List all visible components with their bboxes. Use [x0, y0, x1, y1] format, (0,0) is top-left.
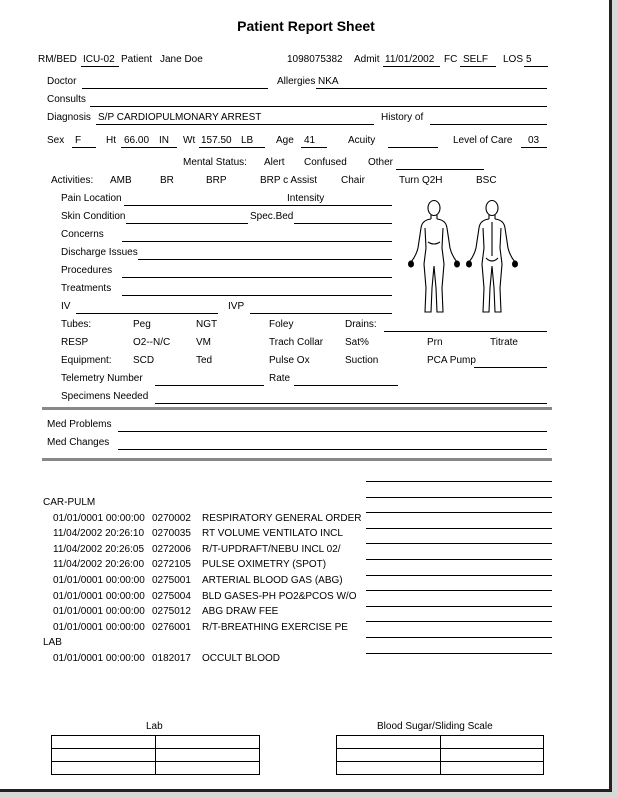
- order-note-line[interactable]: [366, 606, 552, 607]
- wt-unit: LB: [241, 135, 254, 146]
- order-note-line[interactable]: [366, 528, 552, 529]
- ivp-field[interactable]: [250, 313, 392, 314]
- age-label: Age: [276, 135, 294, 146]
- equip-scd[interactable]: SCD: [133, 355, 155, 366]
- order-note-line[interactable]: [366, 590, 552, 591]
- ht-line: [121, 147, 177, 148]
- equip-pca[interactable]: PCA Pump: [427, 355, 476, 366]
- order-code: 0275004: [152, 590, 191, 602]
- ht-value: 66.00: [124, 135, 150, 146]
- order-note-line[interactable]: [366, 653, 552, 654]
- lab-cell[interactable]: [52, 749, 156, 762]
- rmbed-line: [81, 66, 119, 67]
- drains-label: Drains:: [345, 319, 377, 330]
- order-note-line[interactable]: [366, 637, 552, 638]
- skin-condition-field[interactable]: [126, 223, 248, 224]
- discharge-label: Discharge Issues: [61, 247, 138, 258]
- activity-brp[interactable]: BRP: [206, 175, 227, 186]
- tube-ngt[interactable]: NGT: [196, 319, 218, 330]
- blood-sugar-cell[interactable]: [440, 736, 544, 749]
- resp-titrate[interactable]: Titrate: [490, 337, 518, 348]
- resp-label: RESP: [61, 337, 89, 348]
- blood-sugar-table: [336, 735, 544, 775]
- resp-sat[interactable]: Sat%: [345, 337, 369, 348]
- history-label: History of: [381, 112, 424, 123]
- admit-value: 11/01/2002: [385, 54, 435, 65]
- concerns-label: Concerns: [61, 229, 104, 240]
- pain-location-field[interactable]: [124, 205, 392, 206]
- rate-field[interactable]: [294, 385, 398, 386]
- order-description: R/T-UPDRAFT/NEBU INCL 02/: [202, 543, 341, 555]
- order-datetime: 01/01/0001 00:00:00: [53, 575, 145, 586]
- order-description: ABG DRAW FEE: [202, 606, 279, 618]
- order-code: 0275001: [152, 575, 191, 586]
- spec-bed-field[interactable]: [294, 223, 392, 224]
- ivp-label: IVP: [228, 301, 245, 312]
- resp-vm[interactable]: VM: [196, 337, 211, 348]
- order-code: 0270002: [152, 512, 191, 524]
- lab-cell[interactable]: [52, 736, 156, 749]
- equip-ted[interactable]: Ted: [196, 355, 213, 366]
- order-description: R/T-BREATHING EXERCISE PE: [202, 621, 348, 633]
- blood-sugar-cell[interactable]: [337, 736, 441, 749]
- discharge-field[interactable]: [138, 259, 392, 260]
- order-description: BLD GASES-PH PO2&PCOS W/O: [202, 590, 357, 602]
- order-datetime: 01/01/0001 00:00:00: [53, 621, 145, 633]
- sex-value: F: [75, 135, 82, 146]
- loc-line: [521, 147, 547, 148]
- order-code: 0270035: [152, 528, 191, 540]
- order-datetime: 01/01/0001 00:00:00: [53, 590, 145, 602]
- order-code: 0272105: [152, 559, 191, 571]
- order-note-line[interactable]: [366, 512, 552, 513]
- order-datetime: 01/01/0001 00:00:00: [53, 653, 145, 664]
- treatments-field[interactable]: [122, 295, 392, 296]
- telemetry-label: Telemetry Number: [61, 373, 143, 384]
- admit-label: Admit: [354, 54, 380, 65]
- loc-value: 03: [528, 135, 540, 146]
- order-description: RT VOLUME VENTILATO INCL: [202, 528, 343, 540]
- resp-trach[interactable]: Trach Collar: [269, 337, 324, 348]
- sex-line: [72, 147, 96, 148]
- specimens-label: Specimens Needed: [61, 391, 149, 402]
- allergies-line: [316, 88, 547, 89]
- history-field[interactable]: [430, 124, 547, 125]
- drains-field[interactable]: [384, 331, 547, 332]
- patient-id: 1098075382: [287, 54, 343, 65]
- section-divider: [42, 458, 552, 461]
- med-problems-field[interactable]: [118, 431, 547, 432]
- lab-table: [51, 735, 260, 775]
- telemetry-field[interactable]: [155, 385, 264, 386]
- lab-cell[interactable]: [156, 762, 260, 775]
- age-line: [301, 147, 327, 148]
- age-value: 41: [304, 135, 316, 146]
- mental-alert[interactable]: Alert: [264, 157, 285, 168]
- procedures-label: Procedures: [61, 265, 113, 276]
- med-problems-label: Med Problems: [47, 419, 112, 430]
- equipment-label: Equipment:: [61, 355, 112, 366]
- diagnosis-value: S/P CARDIOPULMONARY ARREST: [98, 112, 262, 123]
- ht-label: Ht: [106, 135, 116, 146]
- patient-label: Patient: [121, 54, 153, 65]
- order-description: PULSE OXIMETRY (SPOT): [202, 559, 327, 571]
- order-note-line[interactable]: [366, 621, 552, 622]
- concerns-field[interactable]: [122, 241, 392, 242]
- activity-br[interactable]: BR: [160, 175, 174, 186]
- sex-label: Sex: [47, 135, 65, 146]
- order-description: OCCULT BLOOD: [202, 653, 280, 664]
- los-value: 5: [526, 54, 532, 65]
- iv-label: IV: [61, 301, 71, 312]
- equip-pulse-ox[interactable]: Pulse Ox: [269, 355, 310, 366]
- lab-cell[interactable]: [156, 749, 260, 762]
- diagnosis-label: Diagnosis: [47, 112, 91, 123]
- lab-cell[interactable]: [52, 762, 156, 775]
- fc-label: FC: [444, 54, 458, 65]
- rate-label: Rate: [269, 373, 291, 384]
- skin-condition-label: Skin Condition: [61, 211, 126, 222]
- rmbed-value: ICU-02: [83, 54, 115, 65]
- activities-label: Activities:: [51, 175, 94, 186]
- order-note-line[interactable]: [366, 559, 552, 560]
- med-changes-field[interactable]: [118, 449, 547, 450]
- resp-o2[interactable]: O2--N/C: [133, 337, 171, 348]
- procedures-field[interactable]: [122, 277, 392, 278]
- admit-line: [383, 66, 440, 67]
- activity-amb[interactable]: AMB: [110, 175, 132, 186]
- activity-brp-assist[interactable]: BRP c Assist: [260, 175, 318, 186]
- mental-other[interactable]: Other: [368, 157, 394, 168]
- wt-label: Wt: [183, 135, 196, 146]
- consults-label: Consults: [47, 94, 86, 105]
- los-label: LOS: [503, 54, 524, 65]
- lab-table-title: Lab: [146, 721, 163, 732]
- order-code: 0182017: [152, 653, 191, 664]
- doctor-label: Doctor: [47, 76, 77, 87]
- order-code: 0272006: [152, 543, 191, 555]
- order-code: 0275012: [152, 606, 191, 618]
- med-changes-label: Med Changes: [47, 437, 110, 448]
- order-datetime: 11/04/2002 20:26:10: [53, 528, 145, 540]
- iv-field[interactable]: [76, 313, 218, 314]
- order-note-line[interactable]: [366, 497, 552, 498]
- spec-bed-label: Spec.Bed: [250, 211, 294, 222]
- ht-unit: IN: [159, 135, 169, 146]
- section-divider: [42, 407, 552, 410]
- activity-chair[interactable]: Chair: [341, 175, 365, 186]
- wt-value: 157.50: [201, 135, 232, 146]
- order-description: ARTERIAL BLOOD GAS (ABG): [202, 575, 343, 586]
- order-description: RESPIRATORY GENERAL ORDER: [202, 512, 362, 524]
- order-note-line[interactable]: [366, 575, 552, 576]
- wt-line: [199, 147, 265, 148]
- mental-confused[interactable]: Confused: [304, 157, 347, 168]
- acuity-field[interactable]: [388, 147, 438, 148]
- order-group-heading: CAR-PULM: [43, 497, 96, 508]
- los-line: [524, 66, 548, 67]
- order-datetime: 11/04/2002 20:26:00: [53, 559, 145, 571]
- blood-sugar-table-title: Blood Sugar/Sliding Scale: [377, 721, 493, 732]
- diagnosis-line: [96, 124, 374, 125]
- mental-status-label: Mental Status:: [183, 157, 247, 168]
- mental-other-field[interactable]: [396, 169, 484, 170]
- specimens-field[interactable]: [155, 403, 547, 404]
- tube-foley[interactable]: Foley: [269, 319, 294, 330]
- patient-value: Jane Doe: [160, 54, 203, 65]
- fc-value: SELF: [463, 54, 489, 65]
- fc-line: [460, 66, 496, 67]
- order-datetime: 01/01/0001 00:00:00: [53, 606, 145, 618]
- activity-turn[interactable]: Turn Q2H: [399, 175, 443, 186]
- blood-sugar-cell[interactable]: [440, 762, 544, 775]
- order-datetime: 01/01/0001 00:00:00: [53, 512, 145, 524]
- tube-peg[interactable]: Peg: [133, 319, 151, 330]
- pca-field[interactable]: [474, 367, 547, 368]
- allergies-label: Allergies: [277, 76, 316, 87]
- activity-bsc[interactable]: BSC: [476, 175, 497, 186]
- intensity-label: Intensity: [287, 193, 325, 204]
- treatments-label: Treatments: [61, 283, 112, 294]
- order-datetime: 11/04/2002 20:26:05: [53, 543, 145, 555]
- rmbed-label: RM/BED: [38, 54, 77, 65]
- order-code: 0276001: [152, 621, 191, 633]
- blood-sugar-cell[interactable]: [440, 749, 544, 762]
- doctor-field[interactable]: [82, 88, 268, 89]
- lab-cell[interactable]: [156, 736, 260, 749]
- tubes-label: Tubes:: [61, 319, 92, 330]
- allergies-value: NKA: [318, 76, 339, 87]
- page-title: Patient Report Sheet: [237, 18, 375, 34]
- order-group-heading: LAB: [43, 637, 62, 649]
- consults-field[interactable]: [90, 106, 547, 107]
- pain-location-label: Pain Location: [61, 193, 122, 204]
- order-note-line[interactable]: [366, 543, 552, 544]
- loc-label: Level of Care: [453, 135, 513, 146]
- resp-prn[interactable]: Prn: [427, 337, 443, 348]
- acuity-label: Acuity: [348, 135, 376, 146]
- equip-suction[interactable]: Suction: [345, 355, 379, 366]
- blood-sugar-cell[interactable]: [337, 762, 441, 775]
- blood-sugar-cell[interactable]: [337, 749, 441, 762]
- order-note-line[interactable]: [366, 481, 552, 482]
- body-diagram-icon: [404, 198, 524, 318]
